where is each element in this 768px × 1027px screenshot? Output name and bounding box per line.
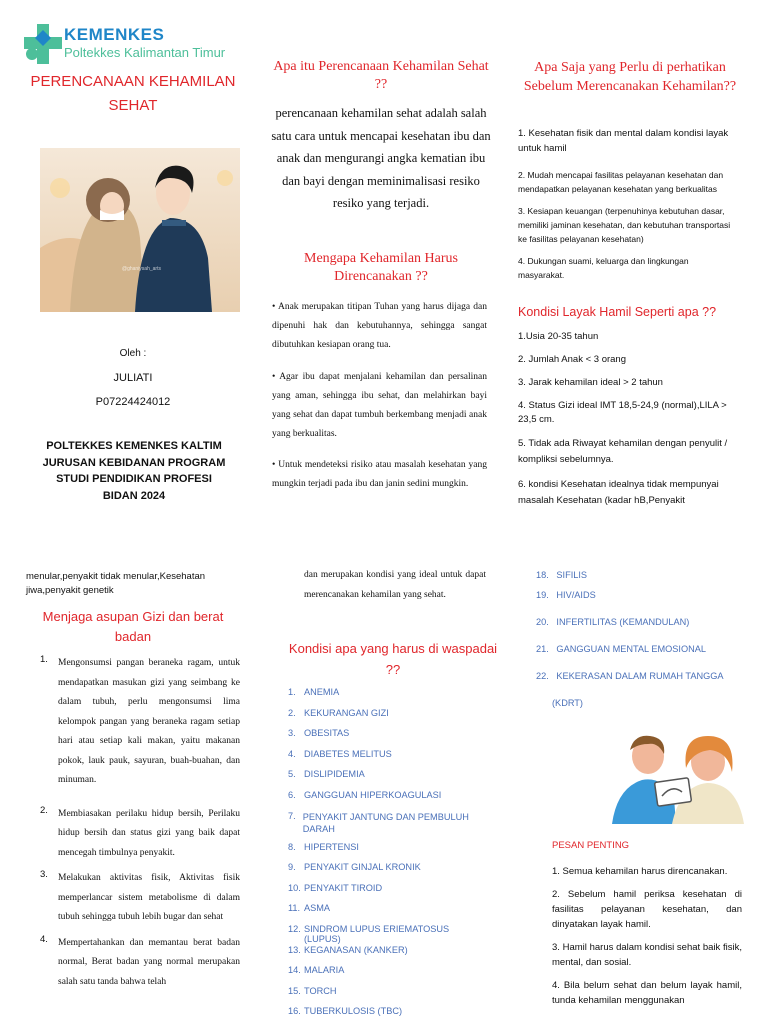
ultrasound-photo-icon [612,728,752,824]
watch-item: 11. ASMA [288,903,331,914]
nutrition-item-number: 3. [40,869,48,880]
couple-ultrasound-illustration [612,728,752,824]
watch-item: 18. SIFILIS [536,570,588,580]
nutrition-heading: Menjaga asupan Gizi dan berat badan [42,609,224,644]
important-messages [552,864,742,1008]
cover-title: PERENCANAAN KEHAMILAN SEHAT [30,73,236,114]
eligible-item: 4. Status Gizi ideal IMT 18,5-24,9 (normal),LILA > 23,5 cm. [518,400,727,425]
watch-item: 6. GANGGUAN HIPERKOAGULASI [288,789,442,800]
consideration-item: 4. Dukungan suami, keluarga dan lingkungan masyarakat. [518,256,689,280]
watch-item: 3. OBESITAS [288,728,350,739]
watch-heading: Kondisi apa yang harus di waspadai ?? [288,641,498,677]
watch-item: 13. KEGANASAN (KANKER) [288,944,408,955]
watch-list-continued [536,570,756,718]
watch-item: 21. GANGGUAN MENTAL EMOSIONAL [536,644,706,654]
nutrition-item-number: 2. [40,804,48,816]
watch-list [288,687,488,1027]
considerations-heading: Apa Saja yang Perlu di perhatikan Sebelum Merencanakan Kehamilan?? [523,60,737,94]
important-message-title: PESAN PENTING [552,840,630,851]
why-heading: Mengapa Kehamilan Harus Direncanakan ?? [304,251,458,284]
watch-item: 16. TUBERKULOSIS (TBC) [288,1006,403,1017]
by-label: Oleh : [119,348,147,359]
what-is-text: perencanaan kehamilan sehat adalah salah satu cara untuk mencapai kesehatan ibu dan anak dan mengurangi angka kematian ibu dan bayi dengan meminimalisasi resiko resiko yang terjadi. [271,106,491,210]
eligible-list [518,330,736,509]
nutrition-item [40,869,240,928]
considerations-list [518,126,732,282]
eligible-item: 2. Jumlah Anak < 3 orang [518,354,627,365]
institution: POLTEKKES KEMENKES KALTIM JURUSAN KEBIDANAN PROGRAM STUDI PENDIDIKAN PROFESI BIDAN 2024 [42,440,226,502]
nutrition-item-text: Mempertahankan dan memantau berat badan normal, Berat badan yang normal merupakan salah satu tanda bahwa telah [58,937,240,987]
watch-item: 2. KEKURANGAN GIZI [288,707,389,718]
logo [24,24,254,66]
col5-continuation: dan merupakan kondisi yang ideal untuk dapat merencanakan kehamilan yang sehat. [304,570,486,600]
what-is-heading: Apa itu Perencanaan Kehamilan Sehat ?? [273,59,489,92]
eligible-heading: Kondisi Layak Hamil Seperti apa ?? [518,305,717,319]
illustration-watermark: @ghaniysah_arts [122,266,161,272]
logo-subtitle: Poltekkes Kalimantan Timur [64,45,226,60]
eligible-item: 3. Jarak kehamilan ideal > 2 tahun [518,377,663,388]
watch-item: 19. HIV/AIDS [536,590,596,600]
nutrition-list [40,654,240,992]
cover-illustration [40,148,240,312]
consideration-item: 3. Kesiapan keuangan (terpenuhinya kebutuhan dasar, memiliki jaminan kesehatan, dan kebutuhan transportasi ke fasilitas pelayanan kesehatan) [518,206,731,244]
watch-item: 22. KEKERASAN DALAM RUMAH TANGGA [536,671,724,681]
nutrition-item-number: 4. [40,933,48,945]
why-bullet-3: • Untuk mendeteksi risiko atau masalah kesehatan yang mungkin terjadi pada ibu dan janin sedini mungkin. [272,460,487,489]
watch-item: 20. INFERTILITAS (KEMANDULAN) [536,617,690,627]
watch-item: 9. PENYAKIT GINJAL KRONIK [288,862,421,873]
consideration-item: 1. Kesehatan fisik dan mental dalam kondisi layak untuk hamil [518,128,729,154]
col4-continuation: menular,penyakit tidak menular,Kesehatan jiwa,penyakit genetik [26,571,206,596]
nutrition-item [40,805,240,864]
nutrition-item-text: Melakukan aktivitas fisik, Aktivitas fisik memperlancar sistem metabolisme di dalam tubuh sehingga tubuh lebih bugar dan sehat [58,873,240,922]
author-name: JULIATI [113,372,153,384]
important-message: 4. Bila belum sehat dan belum layak hamil, tunda kehamilan menggunakan [552,980,742,1006]
watch-item: 15. TORCH [288,985,337,996]
important-message: 1. Semua kehamilan harus direncanakan. [552,866,728,877]
nutrition-item [40,934,240,993]
watch-item: 5. DISLIPIDEMIA [288,769,365,780]
kemenkes-logo-icon [24,24,62,64]
eligible-item: 5. Tidak ada Riwayat kehamilan dengan penyulit / kompliksi sebelumnya. [518,438,728,465]
nutrition-item [40,654,240,791]
why-bullet-1: • Anak merupakan titipan Tuhan yang harus dijaga dan dipenuhi hak dan kebutuhannya, sehingga sangat dibutuhkan kesiapan orang tua. [272,302,487,350]
watch-item: 10. PENYAKIT TIROID [288,882,383,893]
logo-title: KEMENKES [64,25,165,44]
why-bullet-2: • Agar ibu dapat menjalani kehamilan dan persalinan yang aman, sehingga ibu sehat, dan melahirkan bayi yang sehat dan dapat tumbuh berkembang menjadi anak yang berkualitas. [272,372,487,439]
nutrition-item-text: Mengonsumsi pangan beraneka ragam, untuk mendapatkan masukan gizi yang seimbang ke dalam tubuh, perlu mengonsumsi lima kelompok pangan yang beraneka ragam setiap hari atau setiap kali makan, yaitu makanan pokok, lauk pauk, sayuran, buah-buahan, dan minuman. [58,658,240,785]
consideration-item: 2. Mudah mencapai fasilitas pelayanan kesehatan dan mendapatkan pelayanan kesehatan yang berkualitas [518,170,724,194]
watch-item: 4. DIABETES MELITUS [288,748,392,759]
watch-item: 12. SINDROM LUPUS ERIEMATOSUS (LUPUS) [288,923,450,944]
watch-item: 1. ANEMIA [288,687,340,697]
watch-item: 8. HIPERTENSI [288,841,359,852]
nutrition-item-number: 1. [40,654,48,665]
nutrition-item-text: Membiasakan perilaku hidup bersih, Perilaku hidup bersih dan status gizi yang baik dapat mencegah timbulnya penyakit. [58,808,240,858]
eligible-item: 6. kondisi Kesehatan idealnya tidak mempunyai masalah Kesehatan (kadar hB,Penyakit [518,479,719,506]
watch-item: 14. MALARIA [288,965,345,976]
important-message: 2. Sebelum hamil periksa kesehatan di fasilitas pelayanan kesehatan, dan dinyatakan layak hamil. [552,889,742,930]
watch-item: 7. PENYAKIT JANTUNG DAN PEMBULUH DARAH [288,810,469,834]
couple-illustration [40,148,240,312]
eligible-item: 1.Usia 20-35 tahun [518,331,599,342]
author-nim: P07224424012 [95,396,171,408]
watch-item: (KDRT) [552,698,583,708]
important-message: 3. Hamil harus dalam kondisi sehat baik fisik, mental, dan sosial. [552,942,742,968]
